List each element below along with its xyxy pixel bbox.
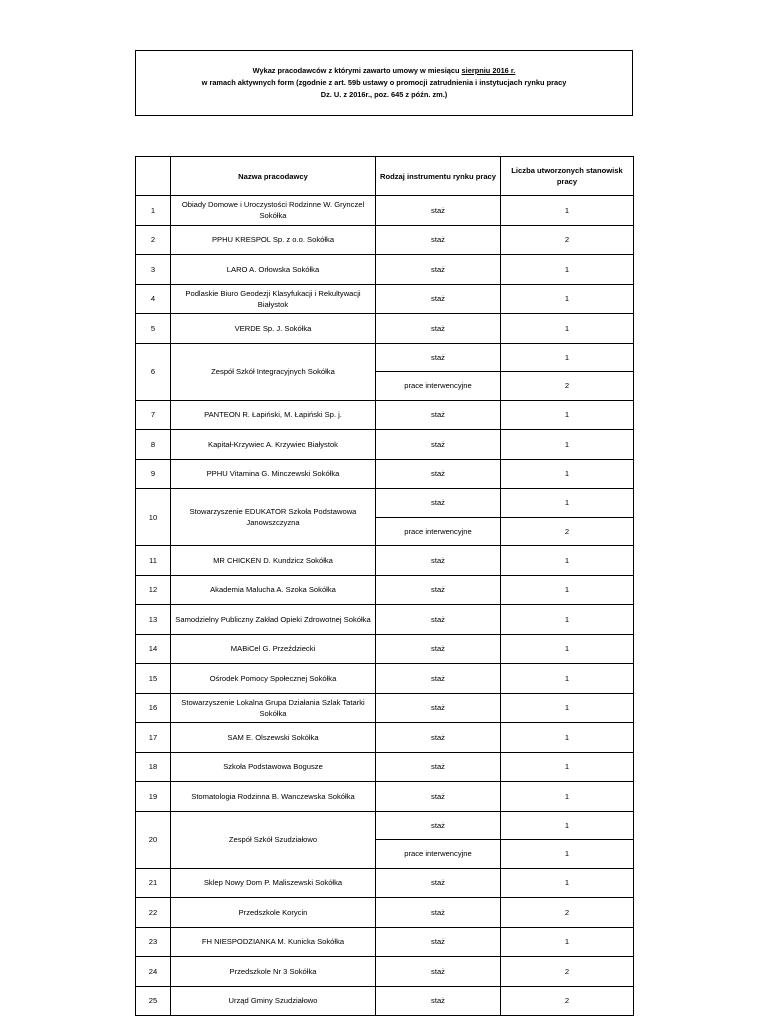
- positions-count: 1: [501, 723, 634, 753]
- instrument-type: prace interwencyjne: [376, 372, 501, 401]
- positions-count: 1: [501, 255, 634, 285]
- table-body: [136, 196, 634, 1016]
- instrument-type: staż: [376, 723, 501, 753]
- positions-count: 1: [501, 343, 634, 372]
- header-instrument: Rodzaj instrumentu rynku pracy: [376, 157, 501, 196]
- table-row: [136, 459, 634, 489]
- positions-count: 2: [501, 517, 634, 546]
- employer-name: PPHU KRESPOL Sp. z o.o. Sokółka: [171, 225, 376, 255]
- row-number: 13: [136, 605, 171, 635]
- row-number: 25: [136, 986, 171, 1016]
- table-row: [136, 664, 634, 694]
- row-number: 7: [136, 400, 171, 430]
- row-number: 6: [136, 343, 171, 400]
- positions-count: 1: [501, 430, 634, 460]
- row-number: 3: [136, 255, 171, 285]
- row-number: 17: [136, 723, 171, 753]
- table-row: [136, 723, 634, 753]
- employer-name: Zespół Szkół Integracyjnych Sokółka: [171, 343, 376, 400]
- header-employer: Nazwa pracodawcy: [171, 157, 376, 196]
- row-number: 19: [136, 782, 171, 812]
- instrument-type: staż: [376, 986, 501, 1016]
- employer-name: Sklep Nowy Dom P. Maliszewski Sokółka: [171, 868, 376, 898]
- positions-count: 1: [501, 400, 634, 430]
- employer-name: Akademia Malucha A. Szoka Sokółka: [171, 575, 376, 605]
- positions-count: 2: [501, 225, 634, 255]
- positions-count: 1: [501, 459, 634, 489]
- employer-name: LARO A. Orłowska Sokółka: [171, 255, 376, 285]
- employer-name: FH NIESPODZIANKA M. Kunicka Sokółka: [171, 927, 376, 957]
- instrument-type: prace interwencyjne: [376, 840, 501, 869]
- table-row: [136, 430, 634, 460]
- employer-name: VERDE Sp. J. Sokółka: [171, 314, 376, 344]
- row-number: 20: [136, 811, 171, 868]
- employer-name: Stomatologia Rodzinna B. Wanczewska Sokółka: [171, 782, 376, 812]
- table-row: [136, 927, 634, 957]
- employer-name: SAM E. Olszewski Sokółka: [171, 723, 376, 753]
- table-row: [136, 546, 634, 576]
- positions-count: 1: [501, 693, 634, 723]
- employer-name: Stowarzyszenie EDUKATOR Szkoła Podstawowa Janowszczyzna: [171, 489, 376, 546]
- positions-count: 1: [501, 489, 634, 518]
- header-count: Liczba utworzonych stanowisk pracy: [501, 157, 634, 196]
- employer-name: Ośrodek Pomocy Społecznej Sokółka: [171, 664, 376, 694]
- table-row: [136, 255, 634, 285]
- instrument-type: staż: [376, 782, 501, 812]
- positions-count: 1: [501, 927, 634, 957]
- instrument-type: staż: [376, 898, 501, 928]
- employer-name: Stowarzyszenie Lokalna Grupa Działania Szlak Tatarki Sokółka: [171, 693, 376, 723]
- title-line-1: [253, 65, 516, 77]
- row-number: 8: [136, 430, 171, 460]
- instrument-type: staż: [376, 343, 501, 372]
- positions-count: 1: [501, 811, 634, 840]
- row-number: 24: [136, 957, 171, 987]
- instrument-type: staż: [376, 957, 501, 987]
- row-number: 16: [136, 693, 171, 723]
- instrument-type: staż: [376, 459, 501, 489]
- row-number: 15: [136, 664, 171, 694]
- instrument-type: staż: [376, 664, 501, 694]
- row-number: 10: [136, 489, 171, 546]
- instrument-type: staż: [376, 196, 501, 226]
- row-number: 5: [136, 314, 171, 344]
- title-month: sierpniu 2016 r.: [461, 66, 516, 75]
- instrument-type: prace interwencyjne: [376, 517, 501, 546]
- title-line-1-text: Wykaz pracodawców z którymi zawarto umowy w miesiącu: [252, 66, 462, 75]
- table-row: [136, 400, 634, 430]
- table-row: [136, 605, 634, 635]
- row-number: 22: [136, 898, 171, 928]
- positions-count: 1: [501, 546, 634, 576]
- table-row: [136, 343, 634, 372]
- instrument-type: staż: [376, 927, 501, 957]
- positions-count: 2: [501, 986, 634, 1016]
- row-number: 12: [136, 575, 171, 605]
- employer-name: MABiCel G. Przeździecki: [171, 634, 376, 664]
- positions-count: 1: [501, 314, 634, 344]
- table-row: [136, 489, 634, 518]
- table-header-row: [136, 157, 634, 196]
- employer-name: Urząd Gminy Szudziałowo: [171, 986, 376, 1016]
- employer-name: Szkoła Podstawowa Bogusze: [171, 752, 376, 782]
- row-number: 2: [136, 225, 171, 255]
- header-number: [136, 157, 171, 196]
- employer-name: Kapitał-Krzywiec A. Krzywiec Białystok: [171, 430, 376, 460]
- employer-name: Obiady Domowe i Uroczystości Rodzinne W. Grynczel Sokółka: [171, 196, 376, 226]
- positions-count: 1: [501, 575, 634, 605]
- employer-name: MR CHICKEN D. Kundzicz Sokółka: [171, 546, 376, 576]
- table-row: [136, 225, 634, 255]
- positions-count: 1: [501, 284, 634, 314]
- positions-count: 1: [501, 634, 634, 664]
- table-row: [136, 196, 634, 226]
- table-row: [136, 957, 634, 987]
- instrument-type: staż: [376, 284, 501, 314]
- positions-count: 1: [501, 782, 634, 812]
- row-number: 1: [136, 196, 171, 226]
- row-number: 21: [136, 868, 171, 898]
- table-row: [136, 693, 634, 723]
- table-row: [136, 986, 634, 1016]
- employer-name: PANTEON R. Łapiński, M. Łapiński Sp. j.: [171, 400, 376, 430]
- instrument-type: staż: [376, 575, 501, 605]
- instrument-type: staż: [376, 400, 501, 430]
- employer-name: Samodzielny Publiczny Zakład Opieki Zdrowotnej Sokółka: [171, 605, 376, 635]
- instrument-type: staż: [376, 225, 501, 255]
- instrument-type: staż: [376, 255, 501, 285]
- employers-table: [135, 156, 634, 1016]
- table-row: [136, 314, 634, 344]
- instrument-type: staż: [376, 605, 501, 635]
- table-row: [136, 868, 634, 898]
- positions-count: 1: [501, 840, 634, 869]
- row-number: 23: [136, 927, 171, 957]
- table-row: [136, 575, 634, 605]
- row-number: 4: [136, 284, 171, 314]
- table-row: [136, 898, 634, 928]
- title-line-2: w ramach aktywnych form (zgodnie z art. 59b ustawy o promocji zatrudnienia i instytucjach rynku pracy: [201, 78, 567, 87]
- row-number: 11: [136, 546, 171, 576]
- positions-count: 1: [501, 196, 634, 226]
- table-row: [136, 782, 634, 812]
- row-number: 14: [136, 634, 171, 664]
- employer-name: Przedszkole Nr 3 Sokółka: [171, 957, 376, 987]
- positions-count: 1: [501, 868, 634, 898]
- table-row: [136, 811, 634, 840]
- employer-name: Zespół Szkół Szudziałowo: [171, 811, 376, 868]
- document-sheet: [135, 50, 633, 1016]
- document-title: [135, 50, 633, 116]
- positions-count: 1: [501, 752, 634, 782]
- employer-name: Podlaskie Biuro Geodezji Klasyfukacji i Rekultywacji Białystok: [171, 284, 376, 314]
- employer-name: PPHU Vitamina G. Minczewski Sokółka: [171, 459, 376, 489]
- positions-count: 1: [501, 664, 634, 694]
- positions-count: 2: [501, 957, 634, 987]
- table-row: [136, 752, 634, 782]
- positions-count: 1: [501, 605, 634, 635]
- instrument-type: staż: [376, 634, 501, 664]
- instrument-type: staż: [376, 693, 501, 723]
- instrument-type: staż: [376, 752, 501, 782]
- instrument-type: staż: [376, 811, 501, 840]
- instrument-type: staż: [376, 314, 501, 344]
- instrument-type: staż: [376, 546, 501, 576]
- row-number: 18: [136, 752, 171, 782]
- positions-count: 2: [501, 372, 634, 401]
- instrument-type: staż: [376, 489, 501, 518]
- table-row: [136, 634, 634, 664]
- table-row: [136, 284, 634, 314]
- title-line-3: Dz. U. z 2016r., poz. 645 z późn. zm.): [320, 90, 448, 99]
- spacer: [135, 116, 633, 156]
- instrument-type: staż: [376, 868, 501, 898]
- employer-name: Przedszkole Korycin: [171, 898, 376, 928]
- positions-count: 2: [501, 898, 634, 928]
- instrument-type: staż: [376, 430, 501, 460]
- row-number: 9: [136, 459, 171, 489]
